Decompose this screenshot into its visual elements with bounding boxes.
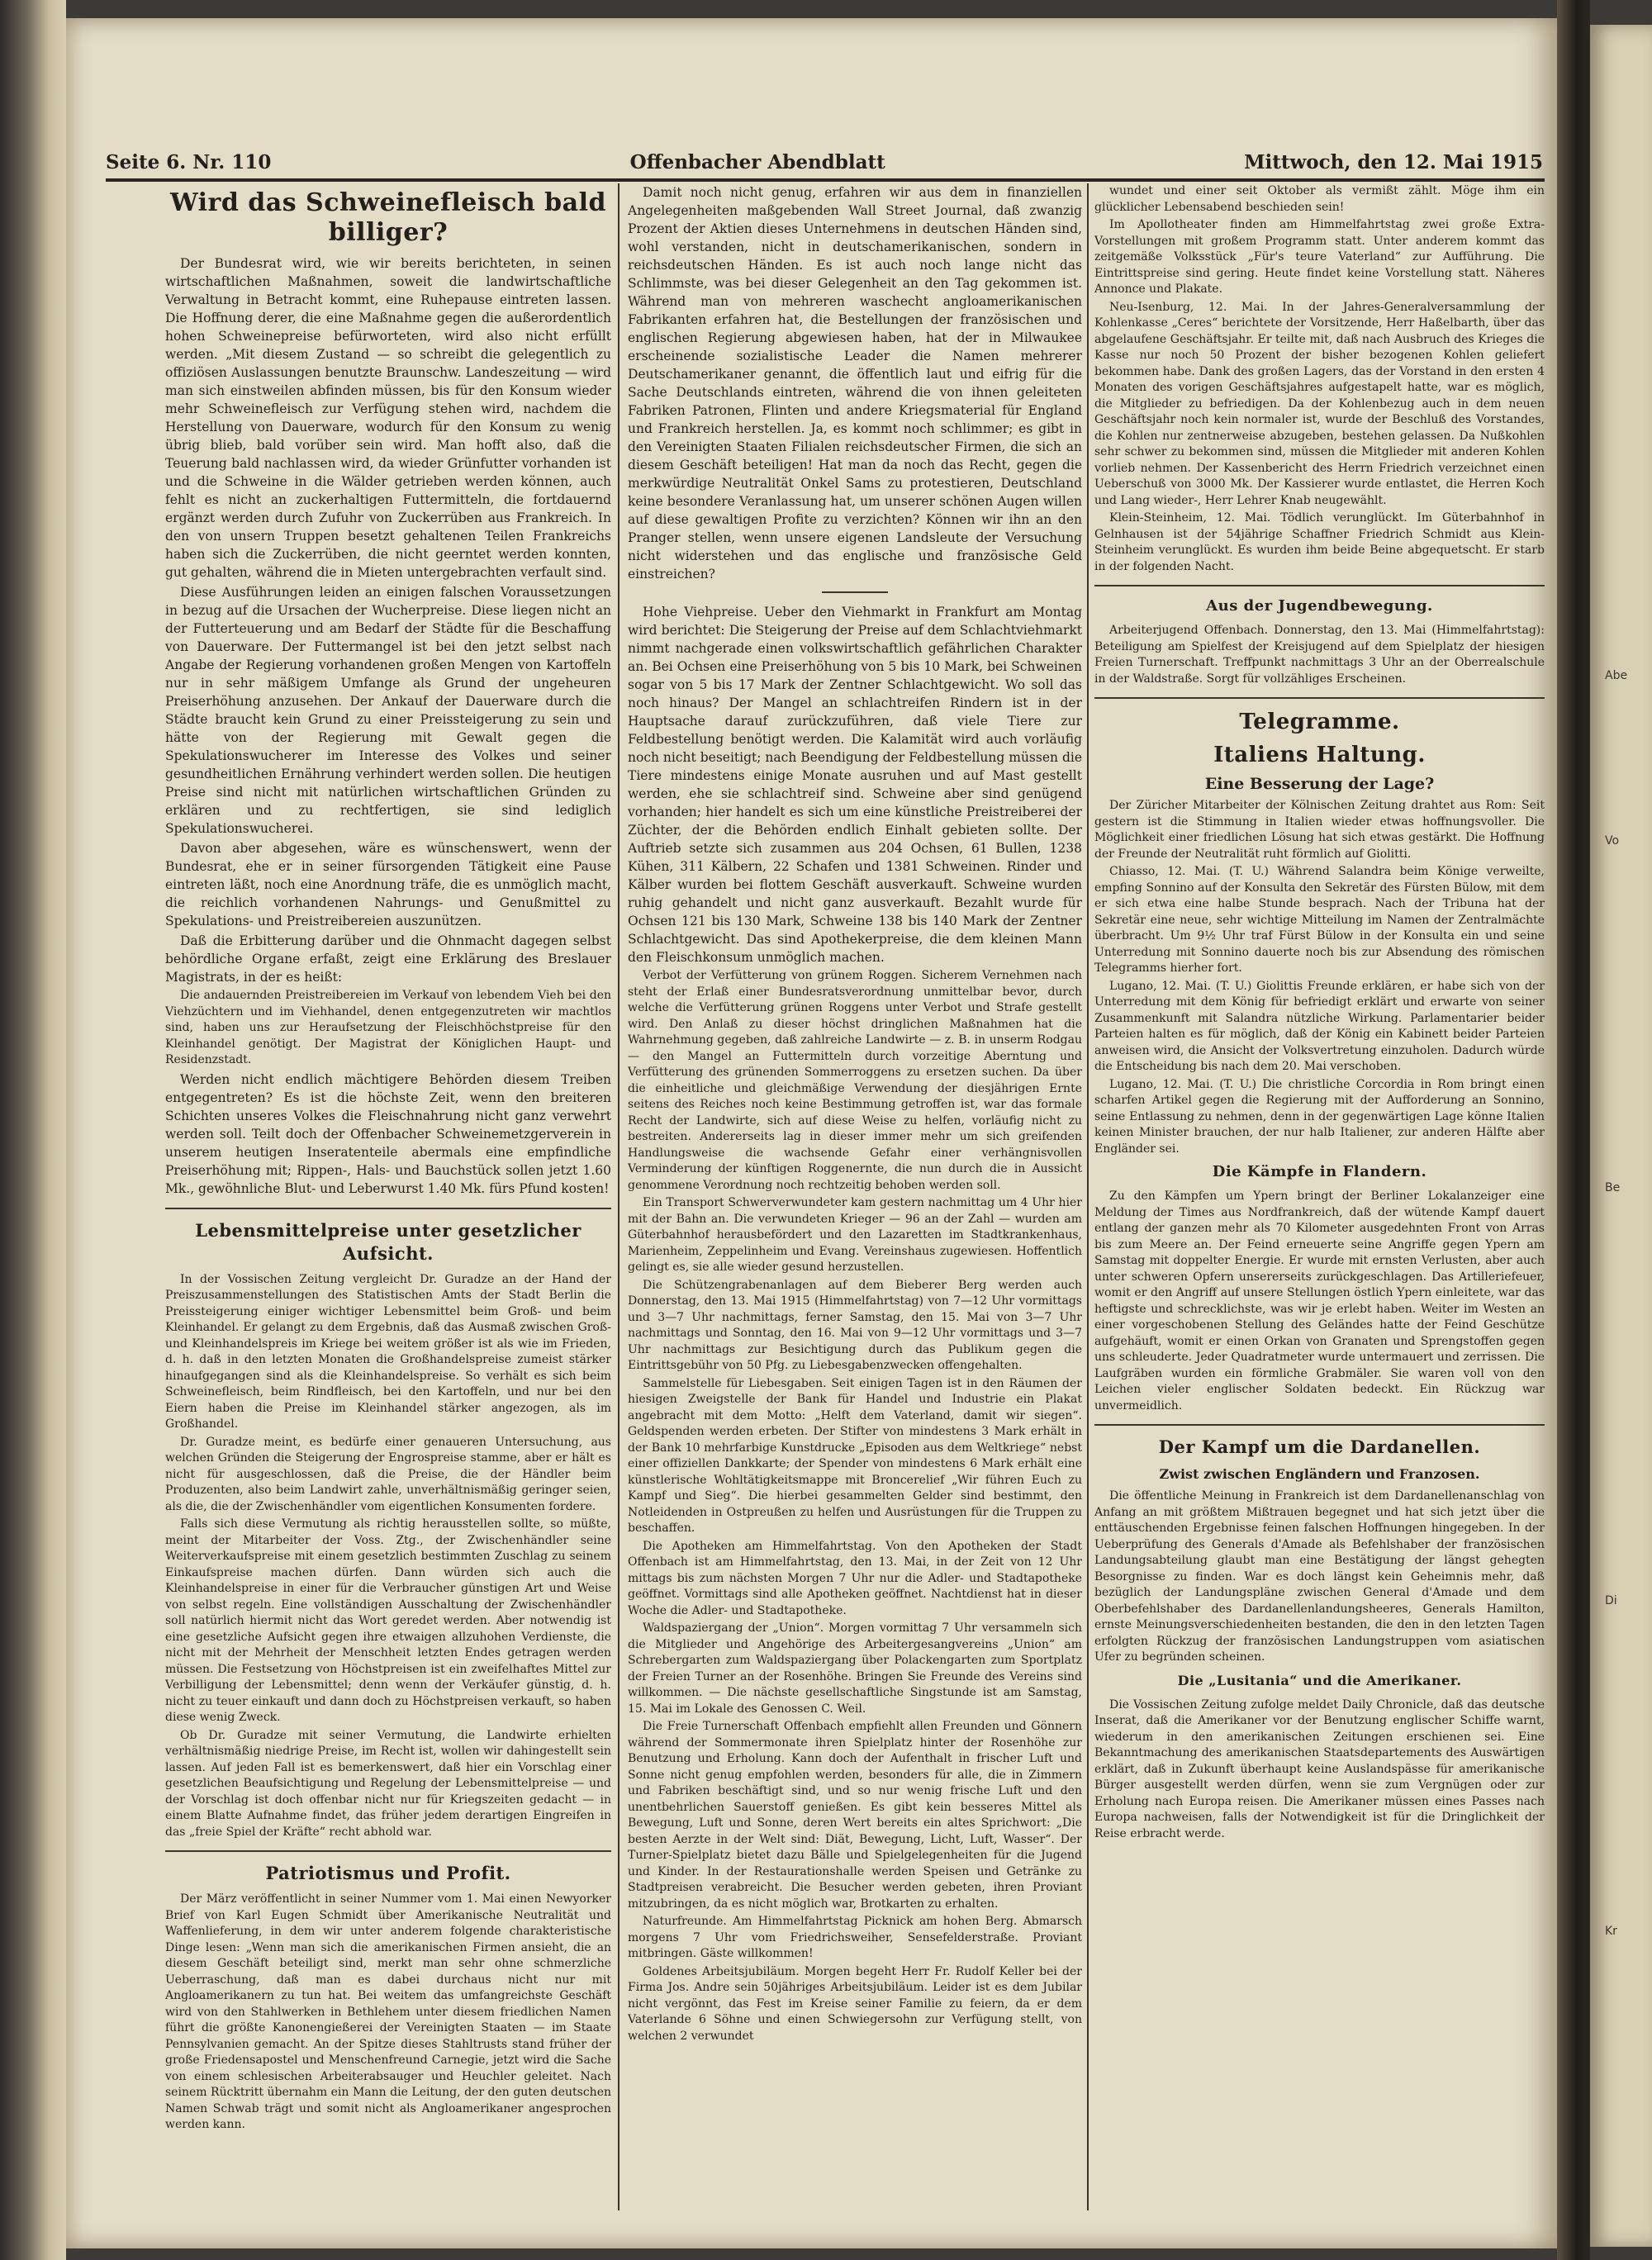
local-news-item: Die Schützengrabenanlagen auf dem Bieberer Berg werden auch Donnerstag, den 13. Mai 1915 (Himmelfahrtstag) von 7—12 Uhr vormittags und 3—7 Uhr nachmittags, ferner Samstag, den 15. Mai von 3—7 Uhr nachmittags und Sonntag, den 16. Mai von 9—12 Uhr vormittags und 3—7 Uhr nachmittags zur Besichtigung durch das Publikum gegen die Eintrittsgebühr von 50 Pfg. zu Liebesgabenzwecken offengehalten. — [628, 1278, 1082, 1372]
page-header — [106, 147, 1543, 177]
article-separator — [822, 591, 888, 593]
local-news-item: Sammelstelle für Liebesgaben. Seit einigen Tagen ist in den Räumen der hiesigen Zweigstelle der Bank für Handel und Industrie ein Plakat angebracht mit dem Motto: „Helft dem Vaterland, damit wir siegen“. Geldspenden werden erbeten. Der Stifter von mindestens 3 Mark erhält in der Bank 10 mehrfarbige Kunstdrucke „Episoden aus dem Weltkriege“ nebst einer offiziellen Dankkarte; der Spender von mindestens 6 Mark erhält eine künstlerische Wohltätigkeitsmappe mit Broncerelief „Wir führen Euch zu Kampf und Sieg“. Die hierbei gesammelten Gelder sind bestimmt, den Notleidenden in Ostpreußen zu helfen und Ausrüstungen für die Truppen zu beschaffen. — [628, 1376, 1082, 1535]
section-rule — [1094, 1424, 1545, 1426]
next-page-fragment: Abe — [1605, 669, 1628, 682]
column-3 — [1094, 183, 1545, 2210]
next-page-fragment: Kr — [1605, 1925, 1617, 1938]
section-rule — [165, 1208, 611, 1209]
article-headline: Patriotismus und Profit. — [265, 1863, 511, 1883]
local-news-item: Verbot der Verfütterung von grünem Roggen. Sicherem Vernehmen nach steht der Erlaß einer Bundesratsverordnung unmittelbar bevor, durch welche die Verfütterung grünen Roggens unter Verbot und Strafe gestellt wird. Den Anlaß zu dieser höchst dringlichen Maßnahmen hat die Wahrnehmung gegeben, daß zahlreiche Landwirte — z. B. in unserm Rodgau — den Mangel an Futtermitteln durch vorzeitige Aberntung und Verfütterung des grünenden Sommerroggens zu ersetzen suchen. Da über die einheitliche und gleichmäßige Verwendung der diesjährigen Ernte seitens des Reiches noch keine Bestimmung getroffen ist, war das formale Recht der Landwirte, sich auf diese Weise zu helfen, vorläufig nicht zu bestreiten. Andererseits lag in dieser immer mehr um sich greifenden Handlungsweise die wachsende Gefahr einer verhängnisvollen Verminderung der künftigen Roggenernte, die nun durch die in Aussicht genommene Verordnung noch rechtzeitig behoben werden soll. — [628, 969, 1082, 1192]
masthead: Offenbacher Abendblatt — [629, 150, 885, 173]
section-rule — [1094, 697, 1545, 699]
article-paragraph: Der Bundesrat wird, wie wir bereits berichteten, in seinen wirtschaftlichen Maßnahmen, soweit die landwirtschaftliche Verwaltung in Betracht kommt, eine Ruhepause eintreten lassen. Die Hoffnung derer, die eine Maßnahme gegen die außerordentlich hohen Schweinepreise befürworteten, wird also nicht erfüllt werden. „Mit diesem Zustand — so schreibt die gelegentlich zu offiziösen Auslassungen benutzte Braunschw. Landeszeitung — wird man sich einstweilen abfinden müssen, bis für den Konsum wieder mehr Schweinefleisch zur Verfügung stehen wird, nachdem die Herstellung von Dauerware, wodurch für den Konsum zu wenig übrig blieb, bald vorüber sein wird. Man hofft also, daß die Teuerung bald nachlassen wird, da wieder Grünfutter vorhanden ist und die Schweine in die Wälder getrieben werden können, auch fehlt es nicht an zuckerhaltigen Futtermitteln, die fortdauernd ergänzt werden durch Zufuhr von Zuckerrüben aus Frankreich. In den von unsern Truppen besetzt gehaltenen Teilen Frankreichs haben sich die Zuckerrüben, die nicht geerntet werden konnten, gut gehalten, während die in Mieten untergebrachten verfault sind. — [165, 256, 611, 580]
section-headline: Telegramme. — [1239, 710, 1400, 734]
article-headline: Italiens Haltung. — [1213, 743, 1426, 767]
column-divider — [618, 183, 620, 2210]
telegram-item: Der Züricher Mitarbeiter der Kölnischen Zeitung drahtet aus Rom: Seit gestern ist die Stimmung in Italien wieder etwas hoffnungsvoller. Die Möglichkeit einer friedlichen Lösung hat sich etwas gestärkt. Die Hoffnung der Freunde der Neutralität ruht förmlich auf Giolitti. — [1094, 799, 1545, 861]
header-rule — [106, 178, 1545, 182]
telegram-item: Chiasso, 12. Mai. (T. U.) Während Salandra beim Könige verweilte, empfing Sonnino auf der Konsulta den Sekretär des Fürsten Bülow, mit dem er sich etwa eine halbe Stunde besprach. Nach der Tribuna hat der Sekretär eine neue, sehr wichtige Mitteilung im Namen der Zentralmächte überbracht. Um 9½ Uhr traf Fürst Bülow in der Konsulta ein und seine Unterredung mit Sonnino dauerte noch bis zur Absendung des römischen Telegramms hierher fort. — [1094, 865, 1545, 975]
issue-date: Mittwoch, den 12. Mai 1915 — [1244, 150, 1543, 173]
next-page-fragment: Be — [1605, 1181, 1621, 1194]
next-page-fragment: Vo — [1605, 834, 1620, 848]
local-news-item: Waldspaziergang der „Union“. Morgen vormittag 7 Uhr versammeln sich die Mitglieder und Angehörige des Arbeitergesangvereins „Union“ am Schrebergarten zum Waldspaziergang über Polackengarten zum Sportplatz der Freien Turner an der Rosenhöhe. Bringen Sie Freunde des Vereins sind willkommen. — Die nächste gesellschaftliche Singstunde ist am Samstag, 15. Mai im Lokale des Genossen C. Weil. — [628, 1621, 1082, 1716]
article-headline: Der Kampf um die Dardanellen. — [1158, 1436, 1481, 1457]
book-gutter — [1557, 0, 1590, 2260]
local-news-item: Ein Transport Schwerverwundeter kam gestern nachmittag um 4 Uhr hier mit der Bahn an. Die verwundeten Krieger — 96 an der Zahl — wurden am Güterbahnhof herausbefördert und den Lazaretten im Stadtkrankenhaus, Marienheim, Zeppelinheim und Evang. Vereinshaus zugewiesen. Hoffentlich gelingt es, sie alle wieder gesund herzustellen. — [628, 1196, 1082, 1274]
telegram-item: Die öffentliche Meinung in Frankreich ist dem Dardanellenanschlag von Anfang an mit größtem Mißtrauen begegnet und hat sich jetzt über die enttäuschenden Ergebnisse feinen falschen Hoffnungen hingegeben. In der Ueberprüfung des Generals d'Amade als Befehlshaber der französischen Landungsabteilung glaubt man eine Bestätigung der längst gehegten Besorgnisse zu finden. War es doch längst kein Geheimnis mehr, daß bezüglich der Landungspläne zwischen General d'Amade und dem Oberbefehlshaber des Dardanellenlandungsheeres, Generals Hamilton, ernste Meinungsverschiedenheiten bestanden, die den in den letzten Tagen erfolgten Rückzug der französischen Landungstruppen vom asiatischen Ufer zu begründen scheinen. — [1094, 1489, 1545, 1664]
article-paragraph: Damit noch nicht genug, erfahren wir aus dem in finanziellen Angelegenheiten maßgebenden Wall Street Journal, daß zwanzig Prozent der Aktien dieses Unternehmens in deutschen Händen sind, wohl verstanden, nicht in deutschamerikanischen, sondern in reichsdeutschen Händen. Es ist auch noch lange nicht das Schlimmste, was bei dieser Gelegenheit an den Tag gekommen ist. Während man von mehreren waschecht angloamerikanischen Fabrikanten erfahren hat, die Bestellungen der französischen und englischen Regierung abgewiesen haben, hat der in Milwaukee erscheinende sozialistische Leader die Namen mehrerer Deutschamerikaner genannt, die öffentlich laut und eifrig für die Sache Deutschlands eintreten, während die von ihnen geleiteten Fabriken Patronen, Flinten und andere Kriegsmaterial für England und Frankreich herstellen. Ja, es kommt noch schlimmer; es gibt in den Vereinigten Staaten Filialen reichsdeutscher Firmen, die sich an diesem Geschäft beteiligen! Hat man da noch das Recht, gegen die merkwürdige Neutralität Onkel Sams zu protestieren, Deutschland keine besondere Veranlassung hat, um unserer schönen Augen willen auf diese gewaltigen Profite zu verzichten? Können wir ihn an den Pranger stellen, wenn unsere eigenen Landsleute der Versuchung nicht widerstehen und das englische und französische Geld einstreichen? — [628, 185, 1082, 582]
article-paragraph: Daß die Erbitterung darüber und die Ohnmacht dagegen selbst behördliche Organe erfaßt, zeigt eine Erklärung des Breslauer Magistrats, in der es heißt: — [165, 933, 611, 985]
section-rule — [165, 1850, 611, 1852]
section-headline: Aus der Jugendbewegung. — [1206, 597, 1433, 615]
telegram-item: Lugano, 12. Mai. (T. U.) Die christliche Corcordia in Rom bringt einen scharfen Artikel gegen die Regierung mit der Aufforderung an Sonnino, seine Entlassung zu nehmen, denn in der gegenwärtigen Lage könne Italien keinen Minister brauchen, der nur halb Italiener, zur anderen Hälfte aber Engländer sei. — [1094, 1077, 1545, 1156]
column-1 — [165, 183, 611, 2210]
local-news-item: Naturfreunde. Am Himmelfahrtstag Picknick am hohen Berg. Abmarsch morgens 7 Uhr vom Friedrichsweiher, Sensefelderstraße. Proviant mitbringen. Gäste willkommen! — [628, 1915, 1082, 1960]
article-headline: Lebensmittelpreise unter gesetzlicher Aufsicht. — [195, 1219, 582, 1264]
article-paragraph: Werden nicht endlich mächtigere Behörden diesem Treiben entgegentreten? Es ist die höchste Zeit, wenn den breiteren Schichten unseres Volkes die Fleischnahrung nicht ganz verwehrt werden soll. Teilt doch der Offenbacher Schweinemetzgerverein in unserem heutigen Inseratenteile abermals eine empfindliche Preiserhöhung mit; Rippen-, Hals- und Bauchstück sollen jetzt 1.60 Mk., gewöhnliche Blut- und Leberwurst 1.40 Mk. fürs Pfund kosten! — [165, 1071, 611, 1196]
article-paragraph: Davon aber abgesehen, wäre es wünschenswert, wenn der Bundesrat, ehe er in seiner fürsorgenden Tätigkeit eine Pause eintreten läßt, noch eine Anordnung träfe, die es unmöglich macht, die reichlich vorhandenen Nahrungs- und Genußmittel zu Spekulations- und Preistreibereien auszunützen. — [165, 841, 611, 928]
local-news-item: Hohe Viehpreise. Ueber den Viehmarkt in Frankfurt am Montag wird berichtet: Die Steigerung der Preise auf dem Schlachtviehmarkt nimmt nachgerade einen volkswirtschaftlich gefährlichen Charakter an. Bei Ochsen eine Preiserhöhung von 5 bis 10 Mark, bei Schweinen sogar von 5 bis 17 Mark der Zentner Schlachtgewicht. Wo soll das noch hinaus? Der Mangel an schlachtreifen Rindern ist in der Hauptsache darauf zurückzuführen, daß viele Tiere zur Feldbestellung benötigt werden. Die Kalamität wird auch vorläufig noch nicht beseitigt; nach Beendigung der Feldbestellung müssen die Tiere mindestens einige Monate ausruhen und auf Mast gestellt werden, ehe sie schlachtreif sind. Schweine aber sind genügend vorhanden; hier handelt es sich um eine künstliche Preistreiberei der Züchter, der die Behörden endlich Einhalt gebieten sollte. Der Auftrieb setzte sich zusammen aus 204 Ochsen, 61 Bullen, 1238 Kühen, 311 Kälbern, 22 Schafen und 1381 Schweinen. Rinder und Kälber wurden bei flottem Geschäft ausverkauft. Schweine wurden ruhig gehandelt und nicht ganz ausverkauft. Bezahlt wurde für Ochsen 121 bis 130 Mark, Schweine 138 bis 140 Mark der Zentner Schlachtgewicht. Das sind Apothekerpreise, die dem kleinen Mann den Fleischkonsum unmöglich machen. — [628, 605, 1082, 965]
local-news-item: Die Apotheken am Himmelfahrtstag. Von den Apotheken der Stadt Offenbach ist am Himmelfahrtstag, den 13. Mai, in der Zeit von 12 Uhr mittags bis zum nächsten Morgen 7 Uhr nur die Adler- und Stadtapotheke geöffnet. Vormittags sind alle Apotheken geöffnet. Nachtdienst hat in dieser Woche die Adler- und Stadtapotheke. — [628, 1539, 1082, 1617]
article-paragraph: Dr. Guradze meint, es bedürfe einer genaueren Untersuchung, aus welchen Gründen die Steigerung der Engrospreise stamme, aber er hält es nicht für ausgeschlossen, daß die Preise, die der Händler beim Produzenten, also beim Landwirt zahle, unverhältnismäßig geringer seien, als die, die der Zwischenhändler vom eigentlichen Konsumenten fordere. — [165, 1435, 611, 1513]
local-news-item: wundet und einer seit Oktober als vermißt zählt. Möge ihm ein glücklicher Lebensabend beschieden sein! — [1094, 184, 1545, 214]
article-paragraph: Falls sich diese Vermutung als richtig herausstellen sollte, so müßte, meint der Mitarbeiter der Voss. Ztg., der Zwischenhändler seine Weiterverkaufspreise mit einem gesetzlich bestimmten Zuschlag zu seinem Einkaufspreise machen dürfen. Dann würden sich auch die Kleinhandelspreise in einer für die Verbraucher günstigen Art und Weise von selbst regeln. Eine vollständigen Ausschaltung der Zwischenhändler soll natürlich hiermit nicht das Wort geredet werden. Aber notwendig ist eine gesetzliche Aufsicht gegen ihre etwaigen allzuhohen Verdienste, die nicht mit der Mehrheit der Menschheit letzten Endes getragen werden müssen. Die Festsetzung von Höchstpreisen ist ein zweifelhaftes Mittel zur Verbilligung der Lebensmittel; denn wenn der Verkäufer günstig, d. h. nicht zu teuer einkauft und dann doch zu Höchstpreisen verkauft, so haben diese wenig Zweck. — [165, 1517, 611, 1724]
local-news-item: Goldenes Arbeitsjubiläum. Morgen begeht Herr Fr. Rudolf Keller bei der Firma Jos. Andre sein 50jähriges Arbeitsjubiläum. Leider ist es dem Jubilar nicht vergönnt, das Fest im Kreise seiner Familie zu feiern, da er dem Vaterlande 6 Söhne und einen Schwiegersohn zur Verfügung stellt, von welchen 2 verwundet — [628, 1964, 1082, 2043]
article-headline: Wird das Schweinefleisch bald billiger? — [170, 188, 606, 247]
next-page-fragment: Di — [1605, 1594, 1617, 1607]
article-headline: Die „Lusitania“ und die Amerikaner. — [1177, 1672, 1462, 1688]
article-paragraph: Der März veröffentlicht in seiner Nummer vom 1. Mai einen Newyorker Brief von Karl Eugen Schmidt über Amerikanische Neutralität und Waffenlieferung, in dem wir unter anderem folgende charakteristische Dinge lesen: „Wenn man sich die amerikanischen Firmen ansieht, die an diesem Geschäft beteiligt sind, merkt man sehr ohne schmerzliche Ueberraschung, daß man es dabei durchaus nicht nur mit Angloamerikanern zu tun hat. Bei weitem das umfangreichste Geschäft wird von den Stahlwerken in Bethlehem unter diesem friedlichen Namen führt die größte Kanonengießerei der Vereinigten Staaten — im Staate Pennsylvanien gemacht. An der Spitze dieses Stahltrusts stand früher der große Friedensapostel und Menschenfreund Carnegie, jetzt wird die Sache von einem schlesischen Arbeiterabsauger und Heuchler geleitet. Nach seinem Rücktritt übernahm ein Mann die Leitung, der den guten deutschen Namen Schwab trägt und somit nicht als Angloamerikaner angesprochen werden kann. — [165, 1892, 611, 2131]
article-paragraph: Ob Dr. Guradze mit seiner Vermutung, die Landwirte erhielten verhältnismäßig niedrige Preise, im Recht ist, wollen wir dahingestellt sein lassen. Auf jeden Fall ist es bemerkenswert, daß hier ein Vorschlag einer gesetzlichen Beaufsichtigung und Regelung der Lebensmittelpreise — und der Vorschlag ist doch offenbar nicht nur für Kriegszeiten gedacht — in einem Blatte Aufnahme findet, das früher jedem derartigen Eingreifen in das „freie Spiel der Kräfte“ recht abhold war. — [165, 1728, 611, 1839]
telegram-item: Die Vossischen Zeitung zufolge meldet Daily Chronicle, daß das deutsche Inserat, daß die Amerikaner vor der Benutzung englischer Schiffe warnt, wiederum in den amerikanischen Zeitungen erschienen sei. Eine Bekanntmachung des amerikanischen Staatsdepartements des Auswärtigen erklärt, daß in Zukunft überhaupt keine Auslandspässe für amerikanische Bürger ausgestellt werden dürfen, wenn sie zum Vergnügen oder zur Erholung nach Europa reisen. Die Amerikaner müssen eines Passes nach Europa nachweisen, falls der Notwendigkeit ist für die Dringlichkeit der Reise erbracht werde. — [1094, 1697, 1545, 1840]
article-subheadline: Zwist zwischen Engländern und Franzosen. — [1159, 1466, 1480, 1482]
telegram-item: Zu den Kämpfen um Ypern bringt der Berliner Lokalanzeiger eine Meldung der Times aus Nordfrankreich, daß der wütende Kampf dauert entlang der ganzen mehr als 70 Kilometer ausgedehnten Front von Arras bis zum Meere an. Der Feind erneuerte seine Angriffe gegen Ypern am Samstag mit doppelter Energie. Er wurde mit ernsten Verlusten, aber auch unter schweren Opfern unsererseits zurückgeschlagen. Das Artilleriefeuer, womit er den Angriff auf unsere Stellungen östlich Ypern einleitete, war das heftigste und schrecklichste, was wir je erlebt haben. Weiter im Westen an einer vorgeschobenen Stellung des Geländes hatte der Feind Geschütze aufgehäuft, womit er einen Orkan von Granaten und Sprengstoffen gegen uns schleuderte. Jeder Quadratmeter wurde untermauert und zerrissen. Die Laufgräben wurden ein förmliche Grabmäler. Sie waren voll von den Leichen vieler englischer Soldaten bedeckt. Ein Rückzug war unvermeidlich. — [1094, 1189, 1545, 1412]
quoted-notice: Die andauernden Preistreibereien im Verkauf von lebendem Vieh bei den Viehzüchtern und im Viehhandel, denen entgegenzutreten wir machtlos sind, haben uns zur Heraufsetzung der Fleischhöchstpreise für den Kleinhandel genötigt. Der Magistrat der Königlichen Haupt- und Residenzstadt. — [165, 989, 611, 1066]
local-news-item: Klein-Steinheim, 12. Mai. Tödlich verunglückt. Im Güterbahnhof in Gelnhausen ist der 54jährige Schaffner Friedrich Schmidt aus Klein-Steinheim verunglückt. Es wurden ihm beide Beine abgequetscht. Er starb in der folgenden Nacht. — [1094, 511, 1545, 573]
article-paragraph: In der Vossischen Zeitung vergleicht Dr. Guradze an der Hand der Preiszusammenstellungen des Statistischen Amts der Stadt Berlin die Preissteigerung einiger wichtiger Lebensmittel beim Groß- und beim Kleinhandel. Er gelangt zu dem Ergebnis, daß das Ausmaß zwischen Groß- und Kleinhandelspreis im Kriege bei weitem größer ist als wie im Frieden, d. h. daß in den letzten Monaten die Großhandelspreise zumeist stärker hinaufgegangen sind als die Kleinhandelspreise. So verhält es sich beim Schweinefleisch, beim Rindfleisch, bei den Kartoffeln, und nur bei den Eiern haben die Preise im Kleinhandel stärker angezogen, als im Großhandel. — [165, 1272, 611, 1431]
local-news-item: Neu-Isenburg, 12. Mai. In der Jahres-Generalversammlung der Kohlenkasse „Ceres“ berichtete der Vorsitzende, Herr Haßelbarth, über das abgelaufene Geschäftsjahr. Er teilte mit, daß nach Ausbruch des Krieges die Kasse nur noch 50 Prozent der bisher bezogenen Kohlen geliefert bekommen habe. Dank des großen Lagers, das der Vorstand in den ersten 4 Monaten des vorigen Geschäftsjahres aufgestapelt hatte, war es möglich, die Mitglieder zu befriedigen. Da der Kohlenbezug auch in dem neuen Geschäftsjahr noch kein normaler ist, wurde der Beschluß des Vorstandes, die Kohlen nur zentnerweise abzugeben, bestehen gelassen. Da Nußkohlen sehr schwer zu bekommen sind, müssen die Mitglieder mit anderen Kohlen vorlieb nehmen. Der Kassenbericht des Herrn Friedrich verzeichnet einen Ueberschuß von 3000 Mk. Der Kassierer wurde entlastet, die Herren Koch und Lang wieder-, Herr Lehrer Knab neugewählt. — [1094, 300, 1545, 507]
local-news-item: Arbeiterjugend Offenbach. Donnerstag, den 13. Mai (Himmelfahrtstag): Beteiligung am Spielfest der Kreisjugend auf dem Spielplatz der hiesigen Freien Turnerschaft. Treffpunkt nachmittags 3 Uhr an der Oberrealschule in der Waldstraße. Sorgt für vollzähliges Erscheinen. — [1094, 624, 1545, 686]
telegram-item: Lugano, 12. Mai. (T. U.) Giolittis Freunde erklären, er habe sich von der Unterredung mit dem König für befriedigt erklärt und erwarte von seiner Zusammenkunft mit Salandra nützliche Wirkung. Parlamentarier beider Parteien halten es für möglich, daß der König ein Kabinett beider Parteien anweisen wird, die Ansicht der Volksvertretung einzuholen. Dadurch würde die Entscheidung bis nach dem 20. Mai verschoben. — [1094, 979, 1545, 1073]
section-rule — [1094, 585, 1545, 586]
book-binding-left — [0, 0, 66, 2260]
local-news-item: Im Apollotheater finden am Himmelfahrtstag zwei große Extra-Vorstellungen mit großem Programm statt. Unter anderem kommt das zeitgemäße Volksstück „Für's teure Vaterland“ zur Aufführung. Die Eintrittspreise sind gering. Heute findet keine Vorstellung statt. Näheres Annonce und Plakate. — [1094, 218, 1545, 296]
column-divider — [1087, 183, 1089, 2210]
article-headline: Die Kämpfe in Flandern. — [1212, 1163, 1427, 1180]
article-subheadline: Eine Besserung der Lage? — [1204, 775, 1435, 793]
next-page-edge — [1590, 25, 1652, 2247]
local-news-item: Die Freie Turnerschaft Offenbach empfiehlt allen Freunden und Gönnern während der Sommermonate ihren Spielplatz hinter der Rosenhöhe zur Benutzung und Erholung. Kann doch der Aufenthalt in frischer Luft und Sonne nicht genug empfohlen werden, besonders für alle, die in Zimmern und Fabriken beschäftigt sind, und so nur wenig frische Luft und den unentbehrlichen Sauerstoff genießen. Es gibt kein besseres Mittel als Bewegung, Luft und Sonne, deren Wert bereits ein altes Sprichwort: „Die besten Aerzte in der Welt sind: Diät, Bewegung, Licht, Luft, Wasser“. Der Turner-Spielplatz bietet dazu Bälle und Spielgelegenheiten für die Jugend und Kinder. In der Restaurationshalle werden Speisen und Getränke zu Stadtpreisen verabreicht. Die Besucher werden gebeten, ihren Proviant mitzubringen, da es nicht möglich war, Brotkarten zu erhalten. — [628, 1720, 1082, 1911]
column-2 — [628, 183, 1082, 2210]
page-number: Seite 6. Nr. 110 — [106, 150, 272, 173]
article-paragraph: Diese Ausführungen leiden an einigen falschen Voraussetzungen in bezug auf die Ursachen der Wucherpreise. Diese liegen nicht an der Futterteuerung und am Bedarf der Städte für die Beschaffung von Dauerware. Der Futtermangel ist bei den jetzt selbst nach Angabe der Regierung vorhandenen großen Mengen von Kartoffeln nur in sehr mäßigem Umfange als Grund der ungeheuren Preiserhöhung anzusehen. Der Ankauf der Dauerware durch die Städte braucht kein Grund zu einer Preissteigerung zu sein und hätte von der Regierung mit Gewalt gegen die Spekulationswucherer im Interesse des Volkes und seiner gesundheitlichen Ernährung verhindert werden sollen. Die heutigen Preise sind nicht mit natürlichen wirtschaftlichen Gründen zu erklären und zu rechtfertigen, sie sind lediglich Spekulationswucherei. — [165, 585, 611, 836]
